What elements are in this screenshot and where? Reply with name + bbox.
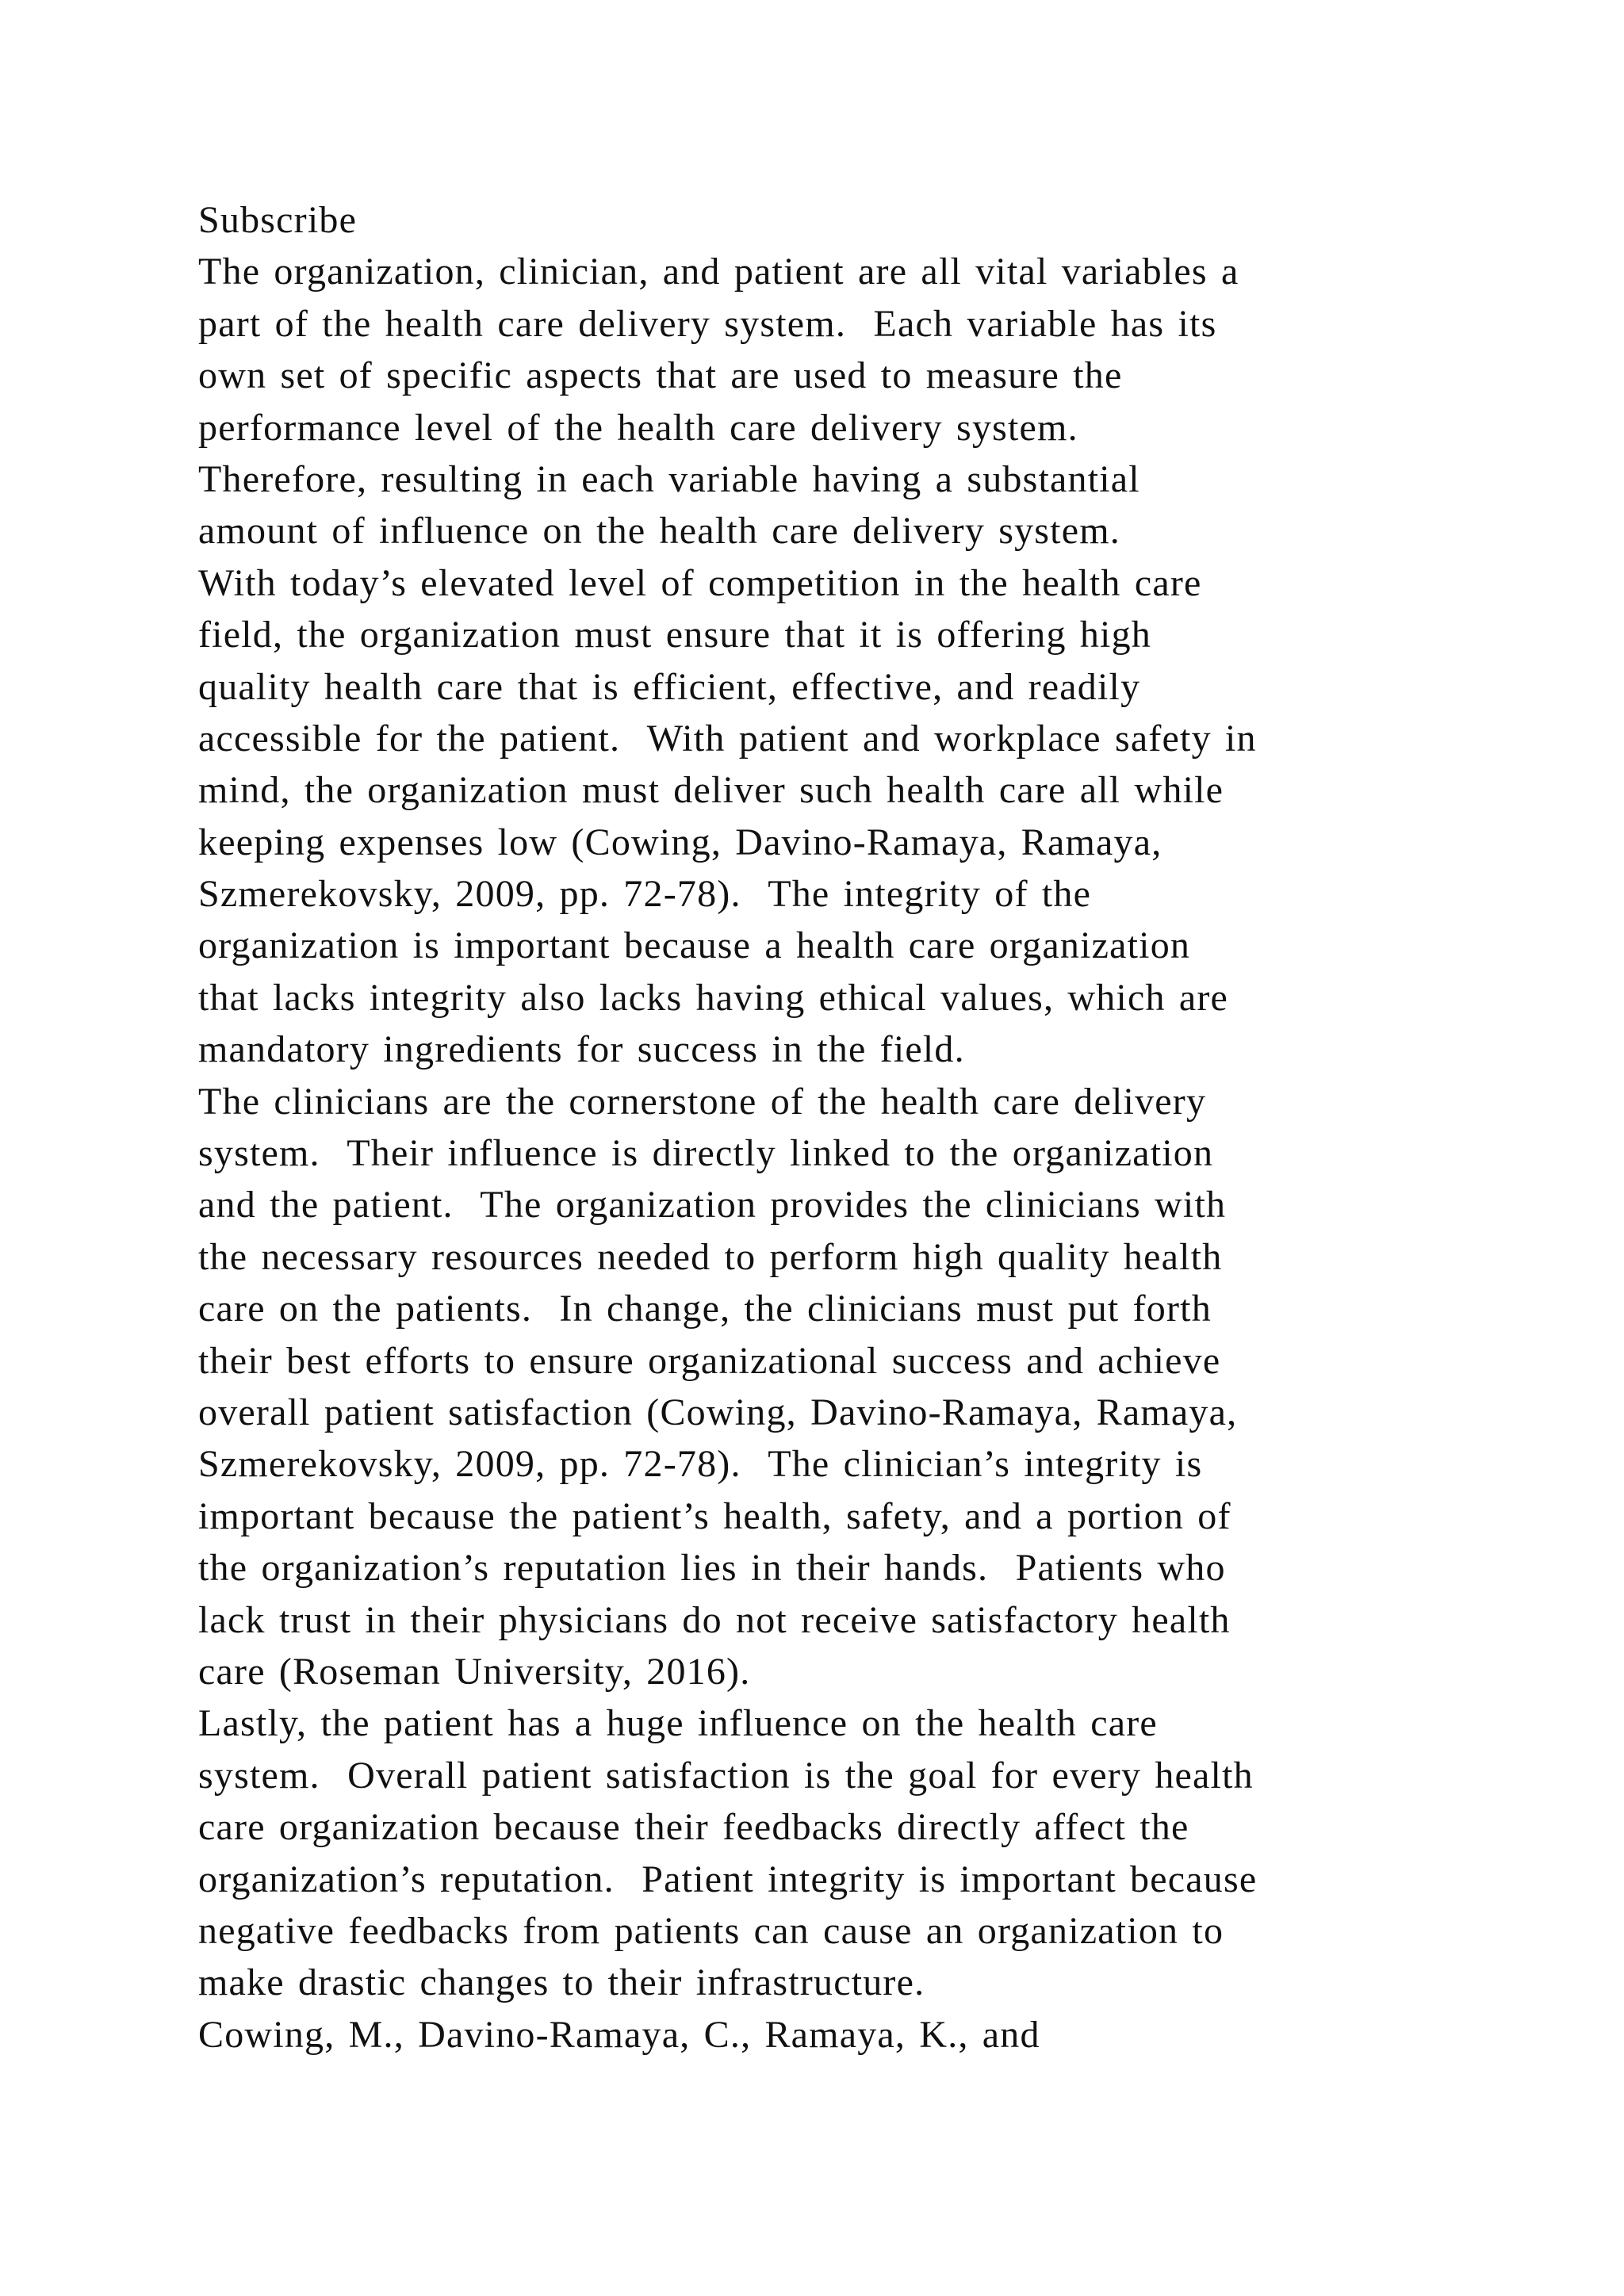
text-line: field, the organization must ensure that it is offering high: [198, 614, 1151, 656]
text-line: mandatory ingredients for success in the field.: [198, 1028, 965, 1071]
text-line: overall patient satisfaction (Cowing, Davino-Ramaya, Ramaya,: [198, 1391, 1238, 1433]
text-line: lack trust in their physicians do not receive satisfactory health: [198, 1598, 1231, 1641]
text-line: Lastly, the patient has a huge influence on the health care: [198, 1702, 1158, 1745]
text-line: The clinicians are the cornerstone of the health care delivery: [198, 1080, 1207, 1123]
text-line: negative feedbacks from patients can cause an organization to: [198, 1909, 1224, 1952]
text-line: organization is important because a health care organization: [198, 924, 1191, 967]
text-line: Szmerekovsky, 2009, pp. 72-78). The clinician’s integrity is: [198, 1443, 1203, 1486]
text-line: amount of influence on the health care delivery system.: [198, 510, 1120, 553]
text-line: care organization because their feedbacks directly affect the: [198, 1806, 1189, 1849]
text-line: mind, the organization must deliver such health care all while: [198, 769, 1224, 812]
text-line: that lacks integrity also lacks having ethical values, which are: [198, 976, 1229, 1019]
text-line: Therefore, resulting in each variable having a substantial: [198, 457, 1140, 500]
text-line: system. Their influence is directly linked to the organization: [198, 1132, 1214, 1175]
text-line: the necessary resources needed to perform high quality health: [198, 1235, 1223, 1278]
text-line: performance level of the health care delivery system.: [198, 406, 1078, 449]
text-line: The organization, clinician, and patient are all vital variables a: [198, 251, 1239, 293]
text-line: the organization’s reputation lies in their hands. Patients who: [198, 1547, 1226, 1590]
text-line: accessible for the patient. With patient and workplace safety in: [198, 717, 1257, 760]
text-line: keeping expenses low (Cowing, Davino-Ramaya, Ramaya,: [198, 821, 1162, 863]
text-line: their best efforts to ensure organizational success and achieve: [198, 1339, 1221, 1382]
document-body: [198, 194, 1451, 2061]
text-line: quality health care that is efficient, effective, and readily: [198, 665, 1141, 708]
text-line: and the patient. The organization provides the clinicians with: [198, 1184, 1227, 1226]
text-line: With today’s elevated level of competition in the health care: [198, 561, 1202, 604]
text-line: care on the patients. In change, the clinicians must put forth: [198, 1288, 1212, 1330]
text-line: own set of specific aspects that are used to measure the: [198, 354, 1123, 397]
text-line: organization’s reputation. Patient integrity is important because: [198, 1858, 1258, 1900]
text-line: Subscribe: [198, 199, 358, 241]
text-line: make drastic changes to their infrastructure.: [198, 1961, 925, 2004]
text-line: care (Roseman University, 2016).: [198, 1650, 751, 1693]
text-line: part of the health care delivery system. Each variable has its: [198, 302, 1217, 345]
text-line: Cowing, M., Davino-Ramaya, C., Ramaya, K., and: [198, 2013, 1040, 2056]
text-line: Szmerekovsky, 2009, pp. 72-78). The integrity of the: [198, 873, 1092, 916]
text-line: important because the patient’s health, safety, and a portion of: [198, 1494, 1231, 1537]
text-line: system. Overall patient satisfaction is the goal for every health: [198, 1754, 1254, 1797]
